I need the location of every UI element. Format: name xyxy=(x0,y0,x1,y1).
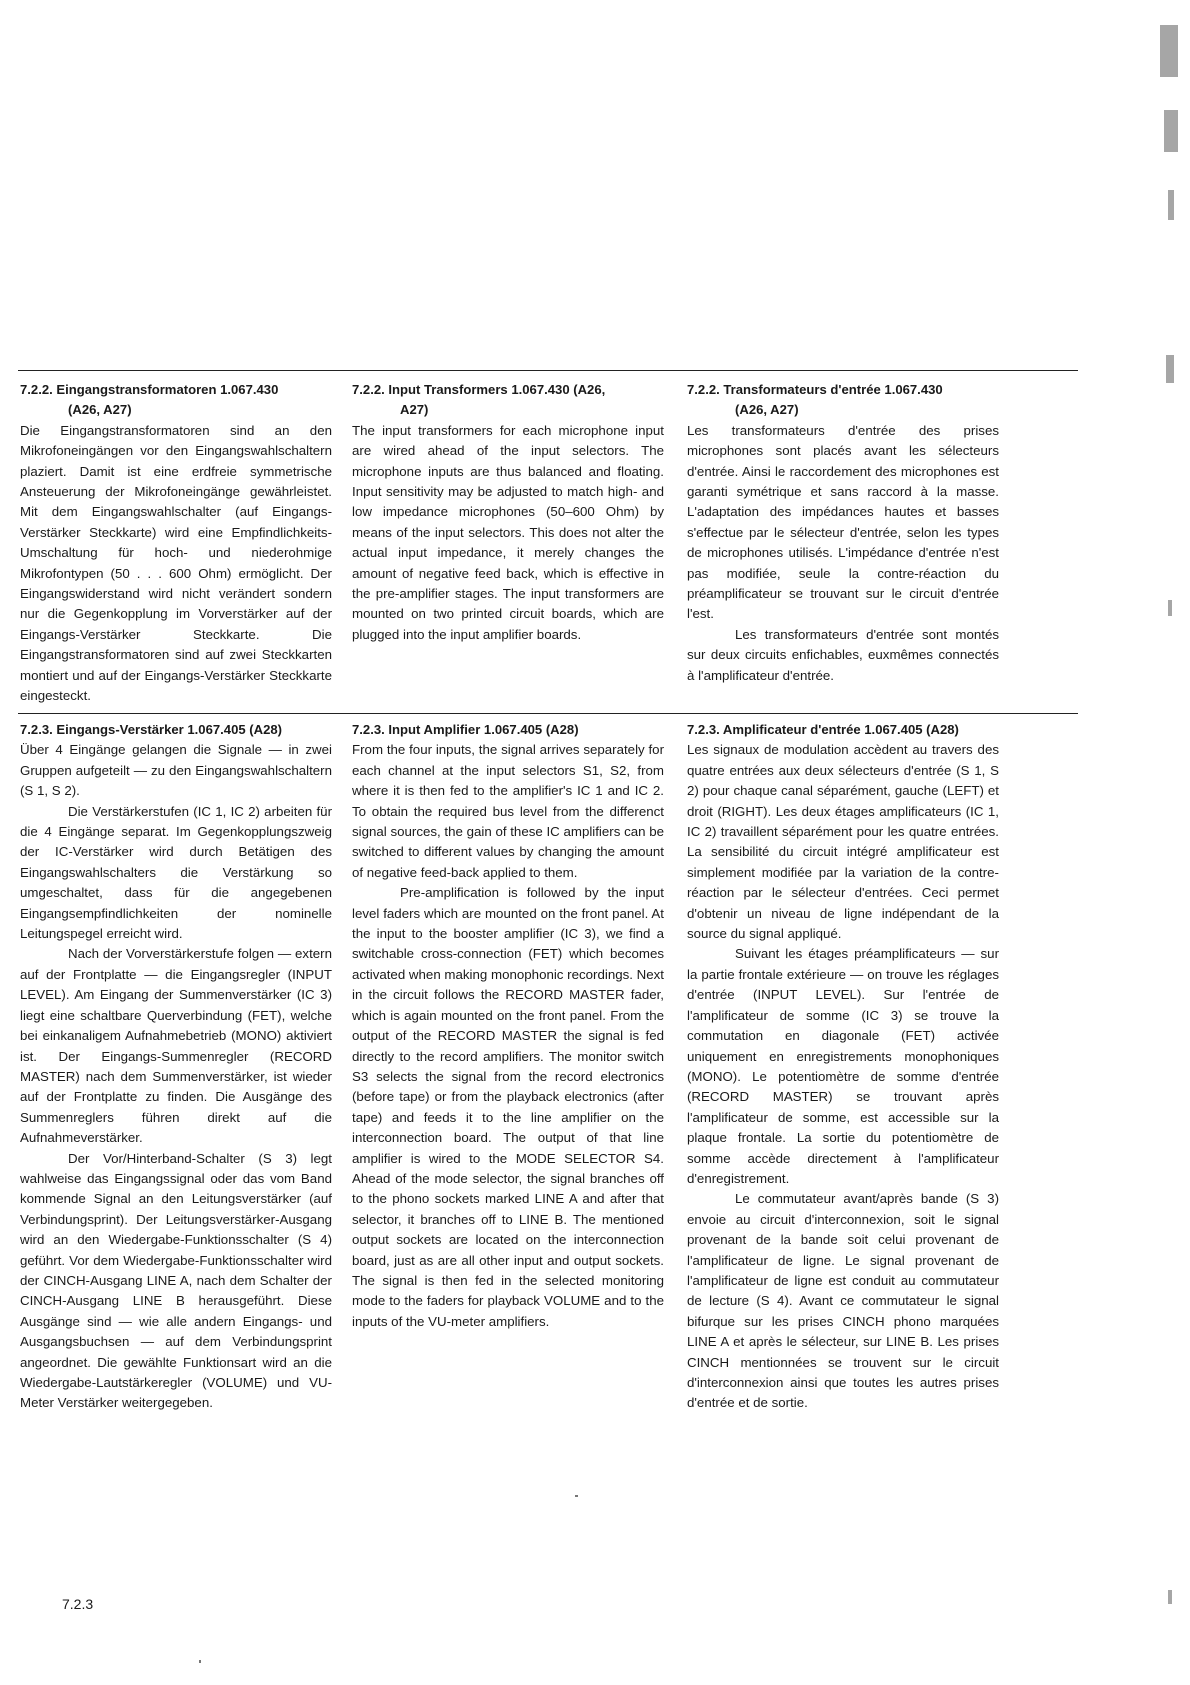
paragraph: From the four inputs, the signal arrives separately for each channel at the input selectors S1, S2, from where it is then fed to the amplifier's IC 1 and IC 2. To obtain the required bus level from the differenct signal sources, the gain of these IC amplifiers can be switched to different values by changing the amount of negative feed-back applied to them. xyxy=(352,742,664,880)
section-722-german xyxy=(20,380,332,707)
scan-edge-mark xyxy=(1168,600,1172,616)
paragraph: Die Eingangstransformatoren sind an den Mikrofoneingängen vor den Eingangswahlschaltern plaziert. Damit ist eine erdfreie symmetrische Ansteuerung der Mikrofoneingänge gewährleistet. Mit dem Eingangswahlschalter (auf Eingangs-Verstärker Steckkarte) wird eine Empfindlichkeits-Umschaltung für hoch- und niederohmige Mikrofontypen (50 . . . 600 Ohm) ermöglicht. Der Eingangswiderstand wird nicht verändert sondern nur die Gegenkopplung im Vorverstärker auf der Eingangs-Verstärker Steckkarte. Die Eingangstransformatoren sind auf zwei Steckkarten montiert und auf der Eingangs-Verstärker Steckkarte eingesteckt. xyxy=(20,422,332,704)
scan-edge-mark xyxy=(1168,190,1174,220)
paragraph: Les transformateurs d'entrée des prises microphones sont placés avant les sélecteurs d'entrée. Ainsi le raccordement des microphones est garanti symétrique et sans raccord à la masse. L'adaptation des impédances hautes et basses s'effectue par le sélecteur d'entrée, selon les types de microphones utilisés. L'impédance d'entrée n'est pas modifiée, seule la contre-réaction du préamplificateur se trouvant sur le circuit d'entrée l'est. xyxy=(687,422,999,622)
paragraph: Nach der Vorverstärkerstufe folgen — extern auf der Frontplatte — die Eingangsregler (INPUT LEVEL). Am Eingang der Summenverstärker (IC 3) liegt eine schaltbare Querverbindung (FET), welche bei einkanaligem Aufnahmebetrieb (MONO) aktiviert ist. Der Eingangs-Summenregler (RECORD MASTER) nach dem Summenverstärker, ist wieder auf der Frontplatte zu finden. Die Ausgänge des Summenreglers führen direkt auf die Aufnahmeverstärker. xyxy=(20,946,332,1146)
section-heading-continuation: (A26, A27) xyxy=(68,402,132,418)
scan-edge-mark xyxy=(1166,355,1174,383)
paragraph: Die Verstärkerstufen (IC 1, IC 2) arbeiten für die 4 Eingänge separat. Im Gegenkopplungszweig der IC-Verstärker wird durch Betätigen des Eingangswahlschalters die Verstärkung so umgeschaltet, dass für die angegebenen Eingangsempfindlichkeiten der nominelle Leitungspegel erreicht wird. xyxy=(20,803,332,942)
section-722-french xyxy=(687,380,999,686)
section-rule-top xyxy=(18,370,1078,371)
paragraph: Der Vor/Hinterband-Schalter (S 3) legt wahlweise das Eingangssignal oder das vom Band kommende Signal an den Leitungsverstärker (auf Verbindungsprint). Der Leitungsverstärker-Ausgang wird an den Wiedergabe-Funktionsschalter (S 4) geführt. Vor dem Wiedergabe-Funktionsschalter wird der CINCH-Ausgang LINE A, nach dem Schalter der CINCH-Ausgang LINE B herausgeführt. Diese Ausgänge sind — wie alle andern Eingangs- und Ausgangsbuchsen — auf dem Verbindungsprint angeordnet. Die gewählte Funktionsart wird an die Wiedergabe-Lautstärkeregler (VOLUME) und VU-Meter Verstärker weitergegeben. xyxy=(20,1150,332,1411)
section-heading: 7.2.2. Eingangstransformatoren 1.067.430 xyxy=(20,382,279,397)
paragraph: The input transformers for each microphone input are wired ahead of the input selectors. The microphone inputs are thus balanced and floating. Input sensitivity may be adjusted to match high- and low impedance microphones (50–600 Ohm) by means of the input selectors. This does not alter the actual input impedance, it merely changes the amount of negative feed back, which is effective in the pre-amplifier stages. The input transformers are mounted on two printed circuit boards, which are plugged into the input amplifier boards. xyxy=(352,422,664,642)
section-heading-continuation: A27) xyxy=(400,402,429,418)
paragraph: Suivant les étages préamplificateurs — sur la partie frontale extérieure — on trouve les réglages d'entrée (INPUT LEVEL). Sur l'entrée de l'amplificateur de somme (IC 3) se trouve la commutation en diagonale (FET) activée uniquement en enregistrements monophoniques (MONO). Le potentiomètre de somme d'entrée (RECORD MASTER) se trouvant après l'amplificateur de somme, est accessible sur la plaque frontale. La sortie du potentiomètre de somme accède directement à l'amplificateur d'enregistrement. xyxy=(687,946,999,1186)
paragraph: Les transformateurs d'entrée sont montés sur deux circuits enfichables, euxmêmes connectés à l'amplificateur d'entrée. xyxy=(687,626,999,683)
section-723-english xyxy=(352,720,664,1332)
section-723-french xyxy=(687,720,999,1414)
section-rule-middle xyxy=(18,713,1078,714)
section-heading: 7.2.3. Eingangs-Verstärker 1.067.405 (A28) xyxy=(20,722,283,737)
section-heading: 7.2.2. Input Transformers 1.067.430 (A26, xyxy=(352,382,606,397)
section-722-english xyxy=(352,380,664,645)
scan-edge-mark xyxy=(1164,110,1178,152)
section-heading-continuation: (A26, A27) xyxy=(735,402,799,418)
paragraph: Über 4 Eingänge gelangen die Signale — in zwei Gruppen aufgeteilt — zu den Eingangswahlschaltern (S 1, S 2). xyxy=(20,742,332,799)
paragraph: Le commutateur avant/après bande (S 3) envoie au circuit d'interconnexion, soit le signal provenant de la bande soit celui provenant de l'amplificateur de ligne. Le signal provenant de l'amplificateur de ligne est conduit au commutateur de lecture (S 4). Avant ce commutateur le signal bifurque sur les prises CINCH phono marquées LINE A et après le sélecteur, sur LINE B. Les prises CINCH mentionnées se trouvent sur le circuit d'interconnexion ainsi que toutes les autres prises d'entrée et de sortie. xyxy=(687,1191,999,1411)
section-723-german xyxy=(20,720,332,1414)
paragraph: Les signaux de modulation accèdent au travers des quatre entrées aux deux sélecteurs d'entrée (S 1, S 2) pour chaque canal séparément, gauche (LEFT) et droit (RIGHT). Les deux étages amplificateurs (IC 1, IC 2) travaillent séparément pour les quatre entrées. La sensibilité du circuit intégré amplificateur est simplement modifiée par la variation de la contre-réaction par le sélecteur d'entrées. Ceci permet d'obtenir un niveau de ligne indépendant de la source du signal appliqué. xyxy=(687,742,999,942)
scan-speck xyxy=(575,1495,578,1497)
section-heading: 7.2.3. Input Amplifier 1.067.405 (A28) xyxy=(352,722,579,737)
page-number: 7.2.3 xyxy=(62,1596,94,1612)
scan-edge-mark xyxy=(1160,25,1178,77)
section-heading: 7.2.2. Transformateurs d'entrée 1.067.430 xyxy=(687,382,943,397)
paragraph: Pre-amplification is followed by the input level faders which are mounted on the front panel. At the input to the booster amplifier (IC 3), we find a switchable cross-connection (FET) which becomes activated when making monophonic recordings. Next in the circuit follows the RECORD MASTER fader, which is again mounted on the front panel. From the output of the RECORD MASTER the signal is fed directly to the record amplifiers. The monitor switch S3 selects the signal from the record electronics (before tape) or from the playback electronics (after tape) and feeds it to the line amplifier on the interconnection board. The output of that line amplifier is wired to the MODE SELECTOR S4. Ahead of the mode selector, the signal branches off to the phono sockets marked LINE A and after that selector, it branches off to LINE B. The mentioned output sockets are located on the interconnection board, just as are all other input and output sockets. The signal is then fed in the selected monitoring mode to the faders for playback VOLUME and to the inputs of the VU-meter amplifiers. xyxy=(352,885,664,1329)
scan-edge-mark xyxy=(1168,1590,1172,1604)
scan-speck xyxy=(199,1660,201,1663)
section-heading: 7.2.3. Amplificateur d'entrée 1.067.405 (A28) xyxy=(687,722,959,737)
